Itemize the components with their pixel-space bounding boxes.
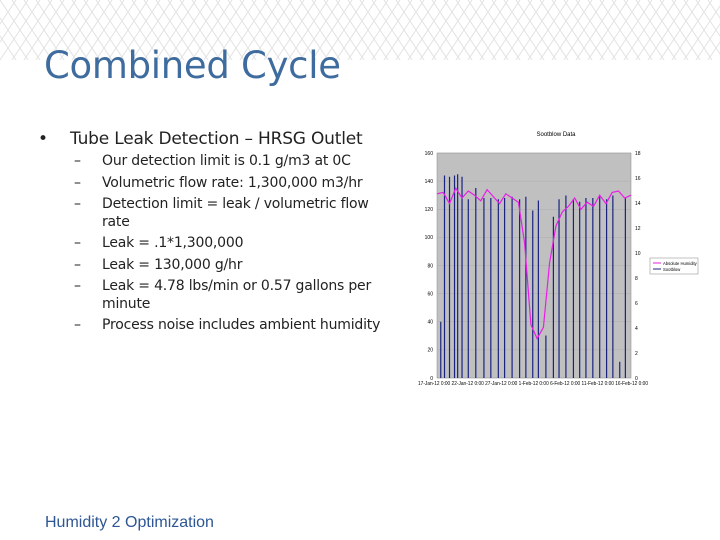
sub-bullet-text: Leak = 130,000 g/hr [102, 256, 243, 273]
dash-marker: – [74, 174, 81, 191]
right-tick-label: 0 [635, 375, 638, 382]
page-title: Combined Cycle [44, 44, 341, 87]
sub-bullet-text: Volumetric flow rate: 1,300,000 m3/hr [102, 174, 363, 191]
dash-marker: – [74, 278, 81, 294]
left-tick-label: 60 [427, 291, 433, 298]
right-tick-label: 10 [635, 250, 641, 257]
left-tick-label: 0 [430, 375, 433, 382]
left-tick-label: 120 [424, 207, 433, 214]
legend-sootblow-label: Sootblow [663, 267, 681, 272]
dash-marker: – [74, 256, 81, 273]
dash-marker: – [74, 153, 81, 169]
deco-line [0, 0, 28, 60]
right-tick-label: 12 [635, 225, 641, 232]
left-tick-label: 40 [427, 319, 433, 326]
chart-title: Sootblow Data [536, 132, 576, 138]
dash-marker: – [74, 317, 81, 333]
sub-bullet-text: Leak = .1*1,300,000 [102, 235, 244, 251]
right-tick-label: 4 [635, 325, 638, 332]
left-tick-label: 100 [424, 235, 433, 242]
dash-marker: – [74, 196, 81, 212]
sub-bullet-text: Process noise includes ambient humidity [102, 317, 381, 333]
sub-bullet-text: Our detection limit is 0.1 g/m3 at 0C [102, 153, 351, 169]
right-tick-label: 8 [635, 275, 638, 282]
left-tick-label: 20 [427, 347, 433, 354]
chart-legend [650, 258, 698, 274]
sub-bullet-item [74, 257, 398, 275]
right-tick-label: 2 [635, 350, 638, 357]
main-bullet-text: Tube Leak Detection – HRSG Outlet [70, 129, 363, 149]
sub-bullet-item [74, 317, 398, 335]
bullet-marker: • [38, 129, 48, 149]
sub-bullet-item [74, 235, 398, 253]
right-tick-label: 18 [635, 150, 641, 157]
sub-bullet-item [74, 196, 398, 231]
bullet-list [38, 128, 398, 339]
right-tick-label: 16 [635, 175, 641, 182]
left-tick-label: 140 [424, 178, 433, 185]
right-tick-label: 6 [635, 300, 638, 307]
footer-label: Humidity 2 Optimization [45, 514, 214, 531]
sub-bullet-list [38, 153, 398, 335]
deco-line [696, 0, 720, 60]
right-axis-ticks [635, 151, 641, 382]
left-axis-ticks [425, 151, 434, 382]
x-axis-tick-labels: 17-Jan-12 0:00 22-Jan-12 0:00 27-Jan-12 0:00 1-Feb-12 0:00 6-Feb-12 0:00 11-Feb-12 0:00 16-Feb-12 0:00 [418, 381, 648, 387]
sootblow-chart [418, 128, 718, 393]
left-tick-label: 160 [424, 150, 433, 157]
main-bullet [38, 128, 398, 150]
left-tick-label: 80 [427, 263, 433, 270]
sub-bullet-text: Detection limit = leak / volumetric flow rate [102, 196, 369, 230]
sub-bullet-item [74, 175, 398, 193]
sub-bullet-item [74, 278, 398, 313]
sub-bullet-text: Leak = 4.78 lbs/min or 0.57 gallons per minute [102, 278, 372, 312]
sub-bullet-item [74, 153, 398, 171]
dash-marker: – [74, 235, 81, 251]
right-tick-label: 14 [635, 200, 641, 207]
deco-line [0, 0, 28, 60]
legend-humidity-label: Absolute Humidity [663, 261, 697, 266]
